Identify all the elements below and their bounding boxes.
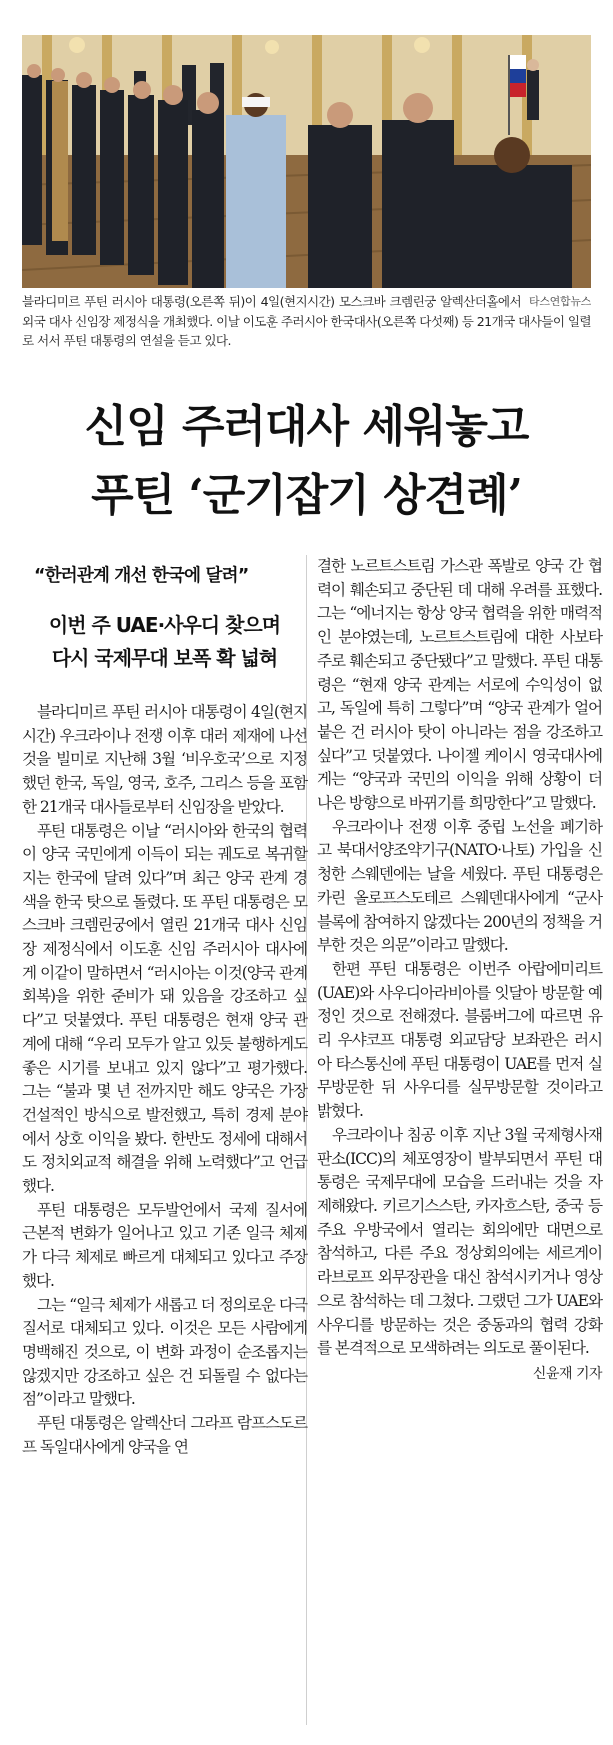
deck-line-1: 이번 주 UAE·사우디 찾으며: [48, 613, 281, 637]
news-photo: [22, 35, 591, 288]
photo-caption: [22, 292, 591, 351]
body-paragraph: 블라디미르 푸틴 러시아 대통령이 4일(현지시간) 우크라이나 전쟁 이후 대러 제재에 나선 것을 빌미로 지난해 3월 ‘비우호국’으로 지정했던 한국, 독일, 영국, 호주, 그리스 등을 포함한 21개국 대사들로부터 신임장을 받았다.: [22, 703, 307, 816]
right-body: [317, 555, 602, 1361]
headline: [0, 392, 613, 530]
headline-line-2: 푸틴 ‘군기잡기 상견례’: [91, 470, 522, 521]
body-paragraph: 한편 푸틴 대통령은 이번주 아랍에미리트(UAE)와 사우디아라비아를 잇달아 방문할 예정인 것으로 전해졌다. 블룸버그에 따르면 유리 우샤코프 대통령 외교담당 보좌관은 러시아 타스통신에 푸틴 대통령이 UAE를 먼저 실무방문한 뒤 사우디를 실무방문할 것이라고 밝혔다.: [317, 959, 602, 1121]
headline-line-1: 신임 주러대사 세워놓고: [84, 401, 529, 452]
subhead-quote: “한러관계 개선 한국에 달려”: [34, 566, 249, 586]
deck-line-2: 다시 국제무대 보폭 확 넓혀: [51, 646, 278, 670]
left-body: [22, 701, 307, 1460]
body-paragraph: 푸틴 대통령은 알렉산더 그라프 람프스도르프 독일대사에게 양국을 연: [22, 1414, 307, 1456]
left-column: [22, 555, 307, 1460]
body-paragraph: 결한 노르트스트림 가스관 폭발로 양국 간 협력이 훼손되고 중단된 데 대해 우려를 표했다. 그는 “에너지는 항상 양국 협력을 위한 매력적인 분야였는데, 노르트스트림에 대한 사보타주로 훼손되고 중단됐다”고 말했다. 푸틴 대통령은 “현재 양국 관계는 서로에 수익성이 없고, 독일에 특히 그렇다”며 “양국 관계가 얼어붙은 건 러시아 탓이 아니라는 점을 강조하고 싶다”고 덧붙였다. 나이젤 케이시 영국대사에게는 “양국과 국민의 이익을 위해 상황이 더 나은 방향으로 바뀌기를 희망한다”고 말했다.: [317, 557, 602, 813]
byline: 신윤재 기자: [532, 1365, 602, 1382]
body-paragraph: 우크라이나 침공 이후 지난 3월 국제형사재판소(ICC)의 체포영장이 발부되면서 푸틴 대통령은 국제무대에 모습을 드러내는 것을 자제해왔다. 키르기스스탄, 카자흐스탄, 중국 등 주요 우방국에서 열리는 회의에만 대면으로 참석하고, 다른 주요 정상회의에는 세르게이 라브로프 외무장관을 대신 참석시키거나 영상으로 참석하는 데 그쳤다. 그랬던 그가 UAE와 사우디를 방문하는 것은 중동과의 협력 강화를 본격적으로 모색하려는 의도로 풀이된다.: [317, 1125, 602, 1358]
kremlin-hall-photo-icon: [22, 35, 591, 288]
body-paragraph: 푸틴 대통령은 이날 “러시아와 한국의 협력이 양국 국민에게 이득이 되는 궤도로 복귀할지는 한국에 달려 있다”며 최근 양국 관계 경색을 한국 탓으로 돌렸다. 또 푸틴 대통령은 모스크바 크렘린궁에서 열린 21개국 대사 신임장 제정식에서 이도훈 신임 주러시아 대사에게 이같이 말하면서 “러시아는 이것(양국 관계 회복)을 위한 준비가 돼 있음을 강조하고 싶다”고 덧붙였다. 푸틴 대통령은 현재 양국 관계에 대해 “우리 모두가 알고 있듯 불행하게도 좋은 시기를 보내고 있지 않다”고 평가했다. 그는 “불과 몇 년 전까지만 해도 양국은 가장 건설적인 방식으로 발전했고, 특히 경제 분야에서 상호 이익을 봤다. 한반도 정세에 대해서도 정치외교적 해결을 위해 노력했다”고 언급했다.: [22, 821, 307, 1196]
body-paragraph: 푸틴 대통령은 모두발언에서 국제 질서에 근본적 변화가 일어나고 있고 기존 일극 체제가 다극 체제로 빠르게 대체되고 있다고 주장했다.: [22, 1200, 307, 1290]
body-paragraph: 그는 “일극 체제가 새롭고 더 정의로운 다극 질서로 대체되고 있다. 이것은 모든 사람에게 명백해진 것으로, 이 변화 과정이 순조롭지는 않겠지만 강조하고 싶은 건 되돌릴 수 없다는 점”이라고 말했다.: [22, 1295, 307, 1409]
photo-credit: 타스연합뉴스: [529, 295, 591, 308]
subhead-deck: [22, 609, 307, 675]
body-paragraph: 우크라이나 전쟁 이후 중립 노선을 폐기하고 북대서양조약기구(NATO·나토) 가입을 신청한 스웨덴에는 날을 세웠다. 푸틴 대통령은 카린 올로프스도테르 스웨덴대사에게 “군사 블록에 참여하지 않겠다는 200년의 정책을 거부한 것은 의문”이라고 말했다.: [317, 817, 602, 955]
right-column: [317, 555, 602, 1385]
caption-text: 블라디미르 푸틴 러시아 대통령(오른쪽 뒤)이 4일(현지시간) 모스크바 크렘린궁 알렉산더홀에서 외국 대사 신임장 제정식을 개최했다. 이날 이도훈 주러시아 한국대사(오른쪽 다섯째) 등 21개국 대사들이 일렬로 서서 푸틴 대통령의 연설을 듣고 있다.: [22, 294, 591, 348]
